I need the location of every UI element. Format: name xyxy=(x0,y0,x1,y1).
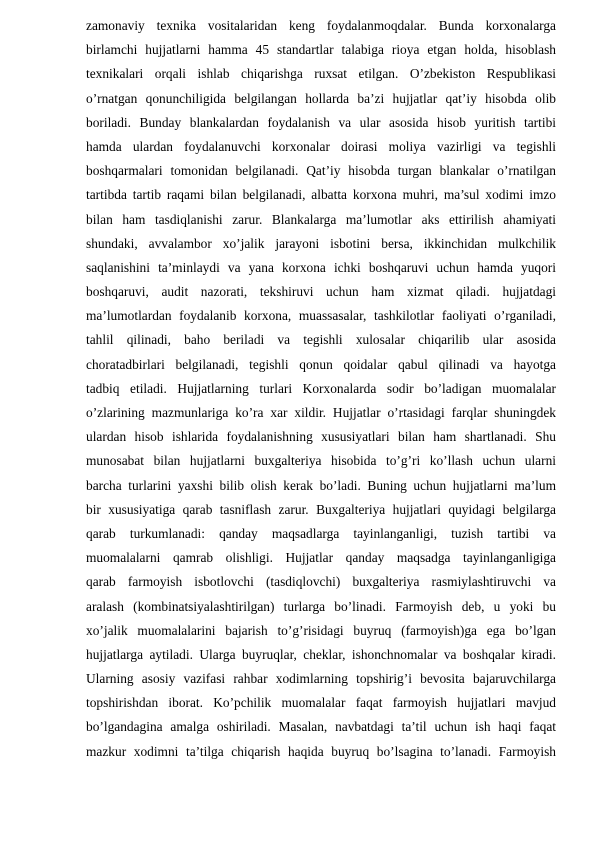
text-line: boriladi. Bunday blankalardan foydalanish va ular asosida hisob yuritish tartibi xyxy=(86,114,556,130)
text-line: saqlanishini ta’minlaydi va yana korxona ichki boshqaruvi uchun hamda yuqori xyxy=(86,259,556,275)
text-line: topshirishdan iborat. Ko’pchilik muomalalar faqat farmoyish hujjatlari mavjud xyxy=(86,695,556,711)
text-line: qarab turkumlanadi: qanday maqsadlarga tayinlanganligi, tuzish tartibi va xyxy=(86,525,556,541)
text-line: tartibda tartib raqami bilan belgilanadi, albatta korxona muhri, ma’sul xodimi imzo xyxy=(86,187,556,203)
text-line: Ularning asosiy vazifasi rahbar xodimlarning topshirig’i bevosita bajaruvchilarga xyxy=(86,671,556,687)
body-text xyxy=(86,14,556,764)
text-line: bilan ham tasdiqlanishi zarur. Blankalarga ma’lumotlar aks ettirilish ahamiyati xyxy=(86,211,556,227)
text-line: o’zlarining mazmunlariga ko’ra xar xildir. Hujjatlar o’rtasidagi farqlar shuningdek xyxy=(86,405,556,420)
text-line: shundaki, avvalambor xo’jalik jarayoni isbotini bersa, ikkinchidan mulkchilik xyxy=(86,235,556,251)
text-line: birlamchi hujjatlarni hamma 45 standartlar talabiga rioya etgan holda, hisoblash xyxy=(86,42,556,58)
text-line: tadbiq etiladi. Hujjatlarning turlari Korxonalarda sodir bo’ladigan muomalalar xyxy=(86,380,556,396)
text-line: xo’jalik muomalalarini bajarish to’g’risidagi buyruq (farmoyish)ga ega bo’lgan xyxy=(86,622,556,638)
text-line: o’rnatgan qonunchiligida belgilangan hollarda ba’zi hujjatlar qat’iy hisobda olib xyxy=(86,90,556,106)
text-line: hujjatlarga aytiladi. Ularga buyruqlar, cheklar, ishonchnomalar va boshqalar kiradi. xyxy=(86,646,556,662)
text-line: tahlil qilinadi, baho beriladi va tegishli xulosalar chiqarilib ular asosida xyxy=(86,332,556,348)
text-line: munosabat bilan hujjatlarni buxgalteriya hisobida to’g’ri ko’llash uchun ularni xyxy=(86,453,556,469)
text-line: hamda ulardan foydalanuvchi korxonalar doirasi moliya vazirligi va tegishli xyxy=(86,138,556,154)
text-line: aralash (kombinatsiyalashtirilgan) turlarga bo’linadi. Farmoyish deb, u yoki bu xyxy=(86,598,556,614)
text-line: mazkur xodimni ta’tilga chiqarish haqida buyruq bo’lsagina to’lanadi. Farmoyish xyxy=(86,743,556,759)
text-line: bir xususiyatiga qarab tasniflash zarur. Buxgalteriya hujjatlari quyidagi belgilarga xyxy=(86,501,556,517)
text-line: ma’lumotlardan foydalanib korxona, muassasalar, tashkilotlar faoliyati o’rganiladi, xyxy=(86,308,556,324)
text-line: texnikalari orqali ishlab chiqarishga ruxsat etilgan. O’zbekiston Respublikasi xyxy=(86,66,556,82)
text-line: qarab farmoyish isbotlovchi (tasdiqlovchi) buxgalteriya rasmiylashtiruvchi va xyxy=(86,574,556,590)
text-line: zamonaviy texnika vositalaridan keng foydalanmoqdalar. Bunda korxonalarga xyxy=(86,18,556,33)
text-line: ulardan hisob ishlarida foydalanishning xususiyatlari bilan ham shartlanadi. Shu xyxy=(86,429,556,445)
text-line: boshqarmalari tomonidan belgilanadi. Qat’iy hisobda turgan blankalar o’rnatilgan xyxy=(86,163,556,179)
text-line: barcha turlarini yaxshi bilib olish kerak bo’ladi. Buning uchun hujjatlarni ma’lum xyxy=(86,477,556,493)
text-line: bo’lgandagina amalga oshiriladi. Masalan, navbatdagi ta’til uchun ish haqi faqat xyxy=(86,719,556,735)
text-line: boshqaruvi, audit nazorati, tekshiruvi uchun ham xizmat qiladi. hujjatdagi xyxy=(86,284,556,300)
text-line: muomalalarni qamrab olishligi. Hujjatlar qanday maqsadga tayinlanganligiga xyxy=(86,550,556,566)
text-line: choratadbirlari belgilanadi, tegishli qonun qoidalar qabul qilinadi va hayotga xyxy=(86,356,556,372)
